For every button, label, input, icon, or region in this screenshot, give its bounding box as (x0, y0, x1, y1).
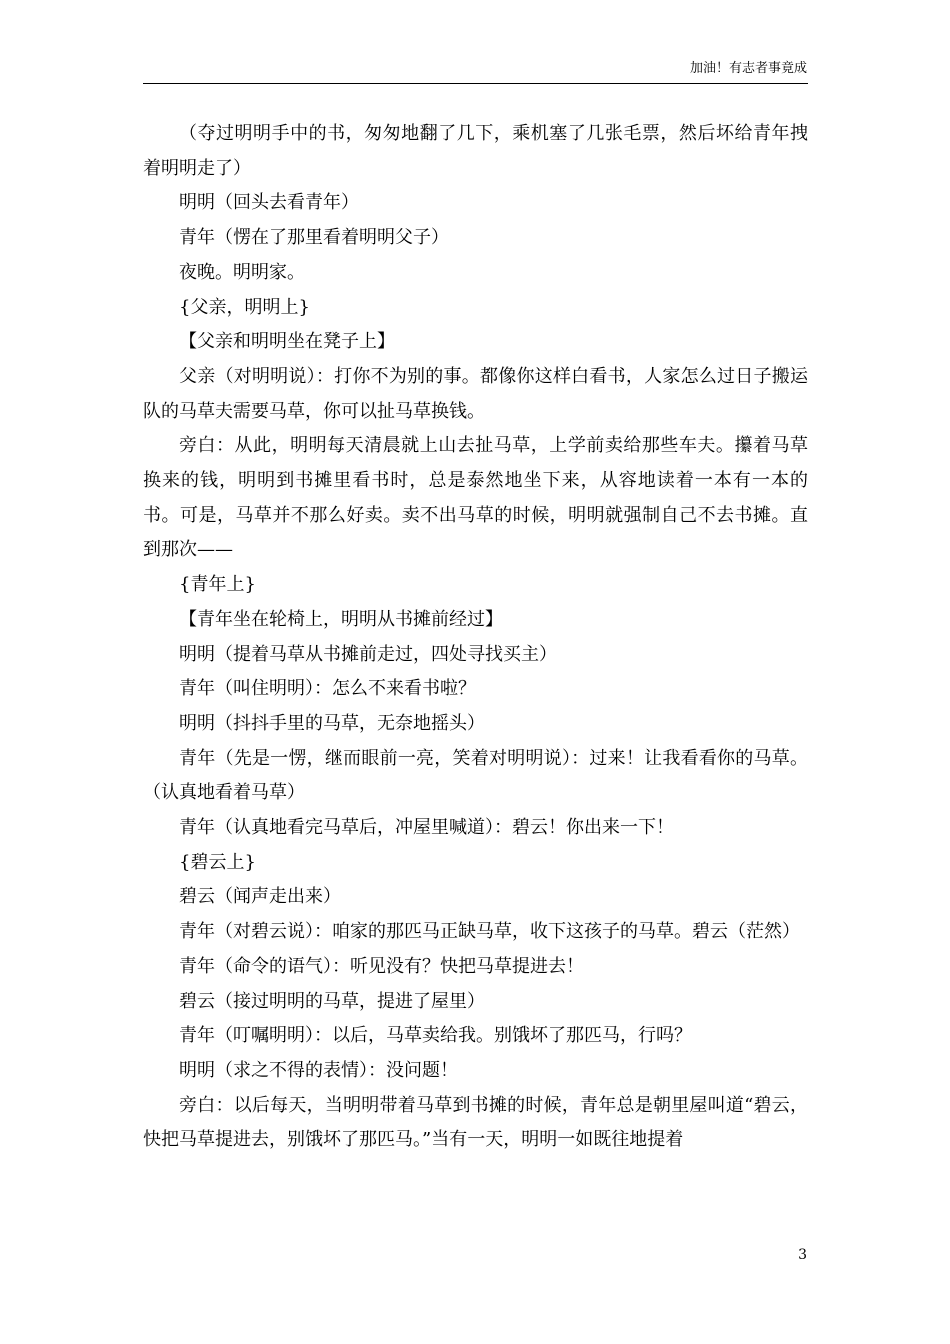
paragraph: 明明（提着马草从书摊前走过，四处寻找买主） (179, 643, 557, 665)
paragraph: （夺过明明手中的书，匆匆地翻了几下，乘机塞了几张毛票，然后坏给青年拽着明明走了） (143, 123, 808, 179)
paragraph: {青年上} (179, 574, 256, 596)
paragraph: 碧云（接过明明的马草，提进了屋里） (179, 990, 485, 1012)
document-body (143, 117, 808, 1158)
paragraph: {父亲，明明上} (179, 296, 310, 318)
paragraph: {碧云上} (179, 851, 256, 873)
paragraph: 明明（求之不得的表情）：没问题！ (179, 1059, 458, 1081)
paragraph: 青年（愣在了那里看着明明父子） (179, 227, 449, 249)
paragraph: 青年（叮嘱明明）：以后，马草卖给我。别饿坏了那匹马，行吗？ (179, 1025, 692, 1047)
paragraph: 旁白：以后每天，当明明带着马草到书摊的时候，青年总是朝里屋叫道“碧云，快把马草提进去，别饿坏了那匹马。”当有一天，明明一如既往地提着 (143, 1094, 808, 1151)
paragraph: 父亲（对明明说）：打你不为别的事。都像你这样白看书，人家怎么过日子搬运队的马草夫需要马草，你可以扯马草换钱。 (143, 365, 808, 422)
paragraph: 旁白：从此，明明每天清晨就上山去扯马草，上学前卖给那些车夫。攥着马草换来的钱，明明到书摊里看书时，总是泰然地坐下来，从容地读着一本有一本的书。可是，马草并不那么好卖。卖不出马草的时候，明明就强制自己不去书摊。直到那次—— (143, 435, 808, 561)
paragraph: 青年（先是一愣，继而眼前一亮，笑着对明明说）：过来！让我看看你的马草。（认真地看着马草） (143, 747, 808, 804)
paragraph: 【父亲和明明坐在凳子上】 (179, 331, 395, 353)
page-number: 3 (798, 1247, 807, 1263)
paragraph: 【青年坐在轮椅上，明明从书摊前经过】 (179, 608, 503, 630)
paragraph: 青年（对碧云说）：咱家的那匹马正缺马草，收下这孩子的马草。碧云（茫然） (179, 921, 800, 943)
paragraph: 碧云（闻声走出来） (179, 886, 341, 908)
paragraph: 青年（叫住明明）：怎么不来看书啦？ (179, 678, 476, 700)
paragraph: 夜晚。明明家。 (179, 261, 305, 283)
paragraph: 明明（抖抖手里的马草，无奈地摇头） (179, 712, 485, 734)
page-header-text: 加油！有志者事竟成 (689, 61, 807, 76)
paragraph: 青年（命令的语气）：听见没有？快把马草提进去！ (179, 955, 584, 977)
header-divider (143, 83, 808, 84)
paragraph: 青年（认真地看完马草后，冲屋里喊道）：碧云！你出来一下！ (179, 817, 674, 839)
paragraph: 明明（回头去看青年） (179, 192, 359, 214)
